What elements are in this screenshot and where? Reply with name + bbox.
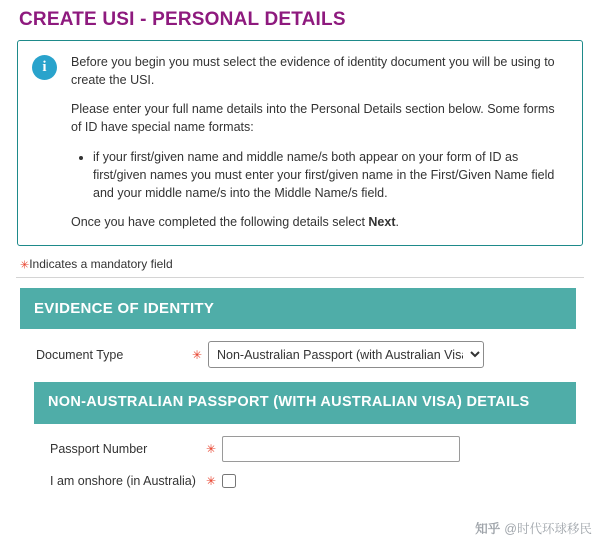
info-paragraph-3-prefix: Once you have completed the following details select xyxy=(71,214,369,229)
watermark-logo: 知乎 xyxy=(475,522,501,536)
onshore-required-icon: ✳ xyxy=(206,473,217,488)
passport-number-required-icon: ✳ xyxy=(206,441,217,456)
document-type-label: Document Type xyxy=(36,347,124,362)
info-paragraph-3-suffix: . xyxy=(395,214,399,229)
info-callout xyxy=(17,40,583,246)
onshore-label: I am onshore (in Australia) xyxy=(50,473,196,488)
document-type-select[interactable] xyxy=(208,341,484,368)
mandatory-field-note xyxy=(14,246,586,277)
document-type-required-icon: ✳ xyxy=(192,347,203,362)
form-row-document-type xyxy=(20,329,586,368)
info-bullet-1: • if your first/given name and middle name/s both appear on your form of ID as first/given names you must enter your first/given name in the First/Given Name field and your middle name/s into the Middle Name/s field. xyxy=(93,148,568,202)
info-icon: i xyxy=(32,55,57,80)
passport-number-label: Passport Number xyxy=(50,441,148,456)
asterisk-icon: ✳ xyxy=(20,259,30,272)
passport-number-input[interactable] xyxy=(222,436,460,462)
form-row-onshore xyxy=(34,462,586,488)
divider xyxy=(16,277,584,278)
info-paragraph-3 xyxy=(71,213,568,231)
section-header-passport-details: NON-AUSTRALIAN PASSPORT (WITH AUSTRALIAN VISA) DETAILS xyxy=(34,382,576,424)
form-row-passport-number xyxy=(34,424,586,462)
info-paragraph-1: Before you begin you must select the evidence of identity document you will be using to create the USI. xyxy=(71,55,555,88)
section-header-evidence-of-identity: EVIDENCE OF IDENTITY xyxy=(20,288,576,329)
page-title: CREATE USI - PERSONAL DETAILS xyxy=(19,9,346,30)
info-callout-content xyxy=(71,53,568,231)
mandatory-field-note-text: Indicates a mandatory field xyxy=(29,257,173,271)
info-bullet-list xyxy=(71,148,568,202)
watermark-text: @时代环球移民 xyxy=(504,522,592,536)
info-paragraph-3-bold: Next xyxy=(368,214,396,229)
watermark xyxy=(475,519,592,537)
onshore-checkbox[interactable] xyxy=(222,474,236,488)
info-paragraph-2: Please enter your full name details into the Personal Details section below. Some forms of ID have special name formats: xyxy=(71,102,555,135)
